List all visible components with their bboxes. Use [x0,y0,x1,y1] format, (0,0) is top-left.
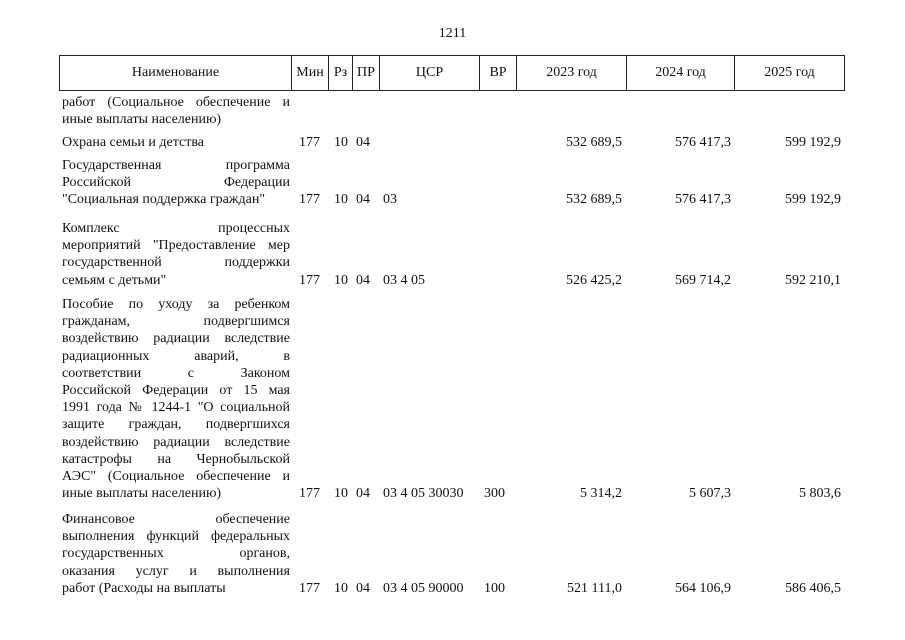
row-name-line: защите граждан, подвергшихся [62,417,290,433]
row-name-line: работ (Расходы на выплаты [62,580,226,596]
cell-2025: 5 803,6 [799,486,841,502]
cell-2025: 592 210,1 [785,272,841,288]
cell-pr: 04 [356,272,370,288]
cell-vr: 100 [484,580,505,596]
cell-min: 177 [299,135,320,150]
cell-rz: 10 [334,272,348,288]
header-name: Наименование [60,56,292,90]
cell-2024: 564 106,9 [675,580,731,596]
header-min: Мин [292,56,329,90]
row-name-line: иные выплаты населению) [62,486,222,502]
page-number: 1211 [438,26,467,41]
row-name-line: мероприятий "Предоставление мер [62,238,290,254]
row-name-line: АЭС" (Социальное обеспечение и [62,469,290,485]
header-vr: ВР [480,56,517,90]
cell-2024: 569 714,2 [675,272,731,288]
row-name [62,157,290,209]
cell-2023: 532 689,5 [566,192,622,208]
row-name-line: государственной поддержки [62,255,290,271]
row-name-line: воздействию радиации вследствие [62,434,290,450]
cell-2023: 5 314,2 [580,486,622,502]
header-rz: Рз [329,56,353,90]
cell-min: 177 [299,192,320,208]
cell-csr: 03 4 05 30030 [383,486,464,502]
row-name-line: оказания услуг и выполнения [62,563,290,579]
row-name-line: воздействию радиации вследствие [62,331,290,347]
cell-min: 177 [299,580,320,596]
row-name-line: Охрана семьи и детства [62,135,204,150]
cell-vr: 300 [484,486,505,502]
cell-rz: 10 [334,580,348,596]
row-name-line: гражданам, подвергшимся [62,314,290,330]
row-name-line: Финансовое обеспечение [62,512,290,527]
row-name-line: радиационных аварий, в [62,348,290,364]
cell-2024: 576 417,3 [675,192,731,208]
cell-2023: 532 689,5 [566,135,622,150]
row-name [62,220,290,289]
cell-min: 177 [299,272,320,288]
cell-pr: 04 [356,486,370,502]
row-name-line: Комплекс процессных [62,221,290,236]
cell-2025: 599 192,9 [785,135,841,150]
table-header [59,55,845,91]
cell-rz: 10 [334,192,348,208]
cell-csr: 03 [383,192,397,208]
cell-pr: 04 [356,580,370,596]
row-name-line: 1991 года № 1244-1 "О социальной [62,400,290,416]
header-2023: 2023 год [517,56,627,90]
row-name [62,296,290,502]
row-name-line: Российской Федерации от 15 мая [62,383,290,399]
header-csr: ЦСР [380,56,480,90]
cell-2023: 521 111,0 [567,580,622,596]
row-name [62,511,290,597]
cell-rz: 10 [334,486,348,502]
row-name-line: государственных органов, [62,546,290,562]
header-2024: 2024 год [627,56,735,90]
row-name-line: соответствии с Законом [62,365,290,381]
cell-pr: 04 [356,135,370,150]
row-name-line: Российской Федерации [62,175,290,191]
row-name-line: выполнения функций федеральных [62,529,290,545]
cell-2025: 599 192,9 [785,192,841,208]
row-name-line: семьям с детьми" [62,272,167,288]
row-name-line: Пособие по уходу за ребенком [62,297,290,312]
row-name-line: катастрофы на Чернобыльской [62,451,290,467]
row-name-line: Государственная программа [62,158,290,173]
row-name-line: иные выплаты населению) [62,112,222,128]
cell-2024: 5 607,3 [689,486,731,502]
cell-csr: 03 4 05 90000 [383,580,464,596]
cell-pr: 04 [356,192,370,208]
row-name-line: "Социальная поддержка граждан" [62,192,266,208]
row-name [62,94,290,128]
cell-2025: 586 406,5 [785,580,841,596]
cell-2024: 576 417,3 [675,135,731,150]
cell-csr: 03 4 05 [383,272,425,288]
header-2025: 2025 год [764,65,815,80]
cell-min: 177 [299,486,320,502]
cell-2023: 526 425,2 [566,272,622,288]
header-pr: ПР [353,56,380,90]
row-name-line: работ (Социальное обеспечение и [62,95,290,110]
row-name [62,134,290,151]
cell-rz: 10 [334,135,348,150]
